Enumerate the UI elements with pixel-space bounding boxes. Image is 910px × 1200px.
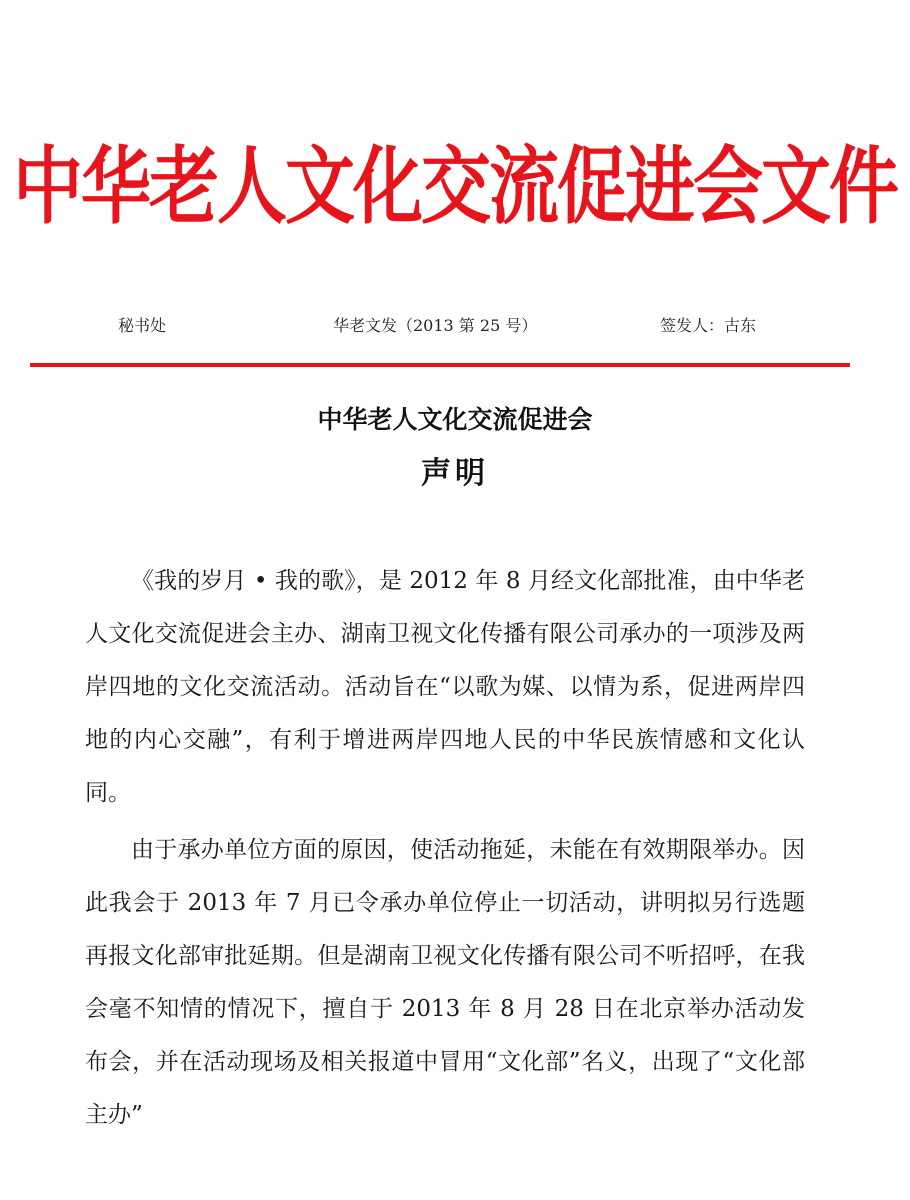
signer: 签发人：古东	[660, 316, 757, 335]
document-body	[85, 555, 805, 1146]
document-title: 声明	[421, 456, 489, 491]
document-number: 华老文发（2013 第 25 号）	[333, 316, 538, 335]
body-paragraph: 《我的岁月 • 我的歌》，是 2012 年 8 月经文化部批准，由中华老人文化交流促进会主办、湖南卫视文化传播有限公司承办的一项涉及两岸四地的文化交流活动。活动旨在“以歌为媒、以情为系，促进两岸四地的内心交融”，有利于增进两岸四地人民的中华民族情感和文化认同。	[85, 568, 805, 806]
issuing-office: 秘书处	[118, 316, 167, 335]
body-paragraph: 由于承办单位方面的原因，使活动拖延，未能在有效期限举办。因此我会于 2013 年 7 月已令承办单位停止一切活动，讲明拟另行选题再报文化部审批延期。但是湖南卫视文化传播有限公司不听招呼，在我会毫不知情的情况下，擅自于 2013 年 8 月 28 日在北京举办活动发布会，并在活动现场及相关报道中冒用“文化部”名义，出现了“文化部主办”	[85, 837, 805, 1128]
document-meta-row	[0, 313, 910, 337]
organization-title: 中华老人文化交流促进会	[317, 405, 593, 434]
document-masthead: 中华老人文化交流促进会文件	[13, 136, 897, 236]
red-divider-line	[30, 363, 850, 367]
